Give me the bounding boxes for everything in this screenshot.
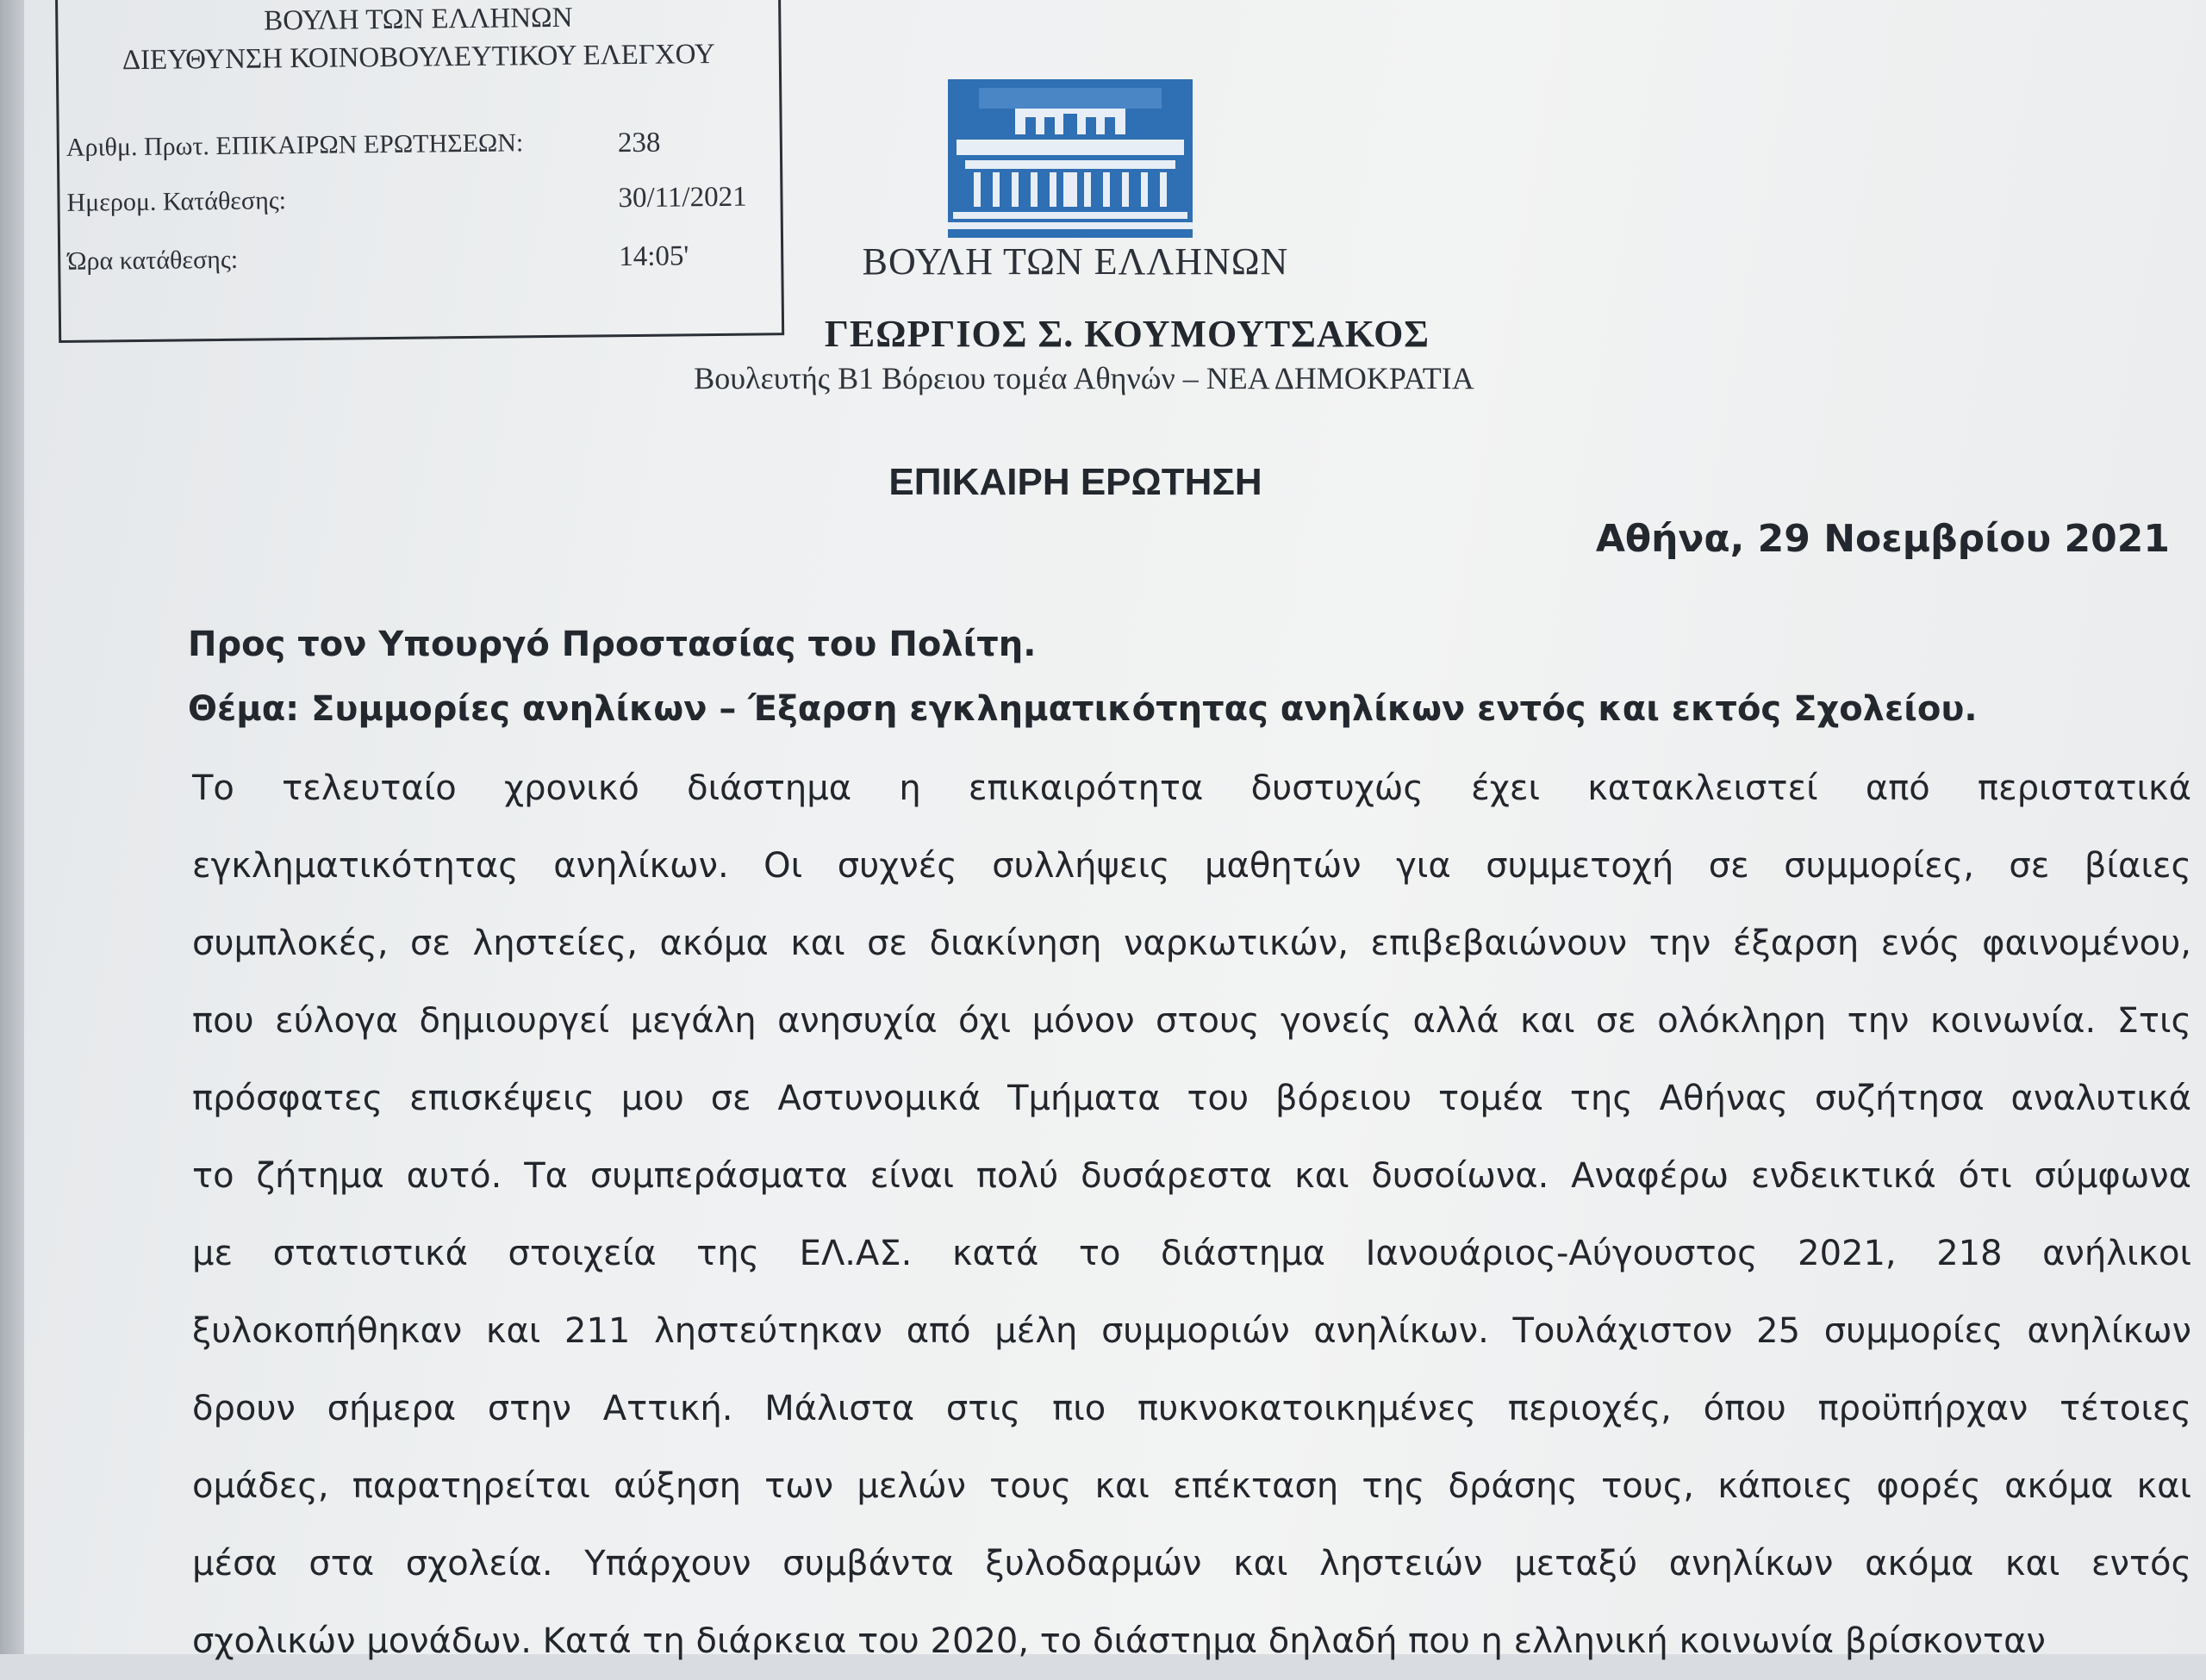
recipient-line: Προς τον Υπουργό Προστασίας του Πολίτη.: [188, 625, 1037, 664]
body-line: πρόσφατες επισκέψεις μου σε Αστυνομικά Τμήματα του βόρειου τομέα της Αθήνας συζήτησα αναλυτικά: [192, 1079, 2191, 1118]
body-line: δρουν σήμερα στην Αττική. Μάλιστα στις πιο πυκνοκατοικημένες περιοχές, όπου προϋπήρχαν τέτοιες: [192, 1389, 2191, 1428]
body-line: μέσα στα σχολεία. Υπάρχουν συμβάντα ξυλοδαρμών και ληστειών μεταξύ ανηλίκων ακόμα και εντός: [192, 1544, 2191, 1584]
author-role: Βουλευτής Β1 Βόρειου τομέα Αθηνών – ΝΕΑ ΔΗΜΟΚΡΑΤΙΑ: [694, 361, 1474, 395]
stamp-header-line1: ΒΟΥΛΗ ΤΩΝ ΕΛΛΗΝΩΝ: [264, 2, 573, 37]
body-line: ξυλοκοπήθηκαν και 211 ληστεύτηκαν από μέλη συμμοριών ανηλίκων. Τουλάχιστον 25 συμμορίες ανηλίκων: [192, 1311, 2191, 1351]
stamp-protocol-label: Αριθμ. Πρωτ. ΕΠΙΚΑΙΡΩΝ ΕΡΩΤΗΣΕΩΝ:: [65, 128, 524, 162]
body-line: εγκληματικότητας ανηλίκων. Οι συχνές συλλήψεις μαθητών για συμμετοχή σε συμμορίες, σε βίαιες: [192, 846, 2191, 886]
stamp-filing-date-value: 30/11/2021: [618, 181, 747, 215]
page-left-edge: [0, 0, 24, 1654]
body-line: με στατιστικά στοιχεία της ΕΛ.ΑΣ. κατά το διάστημα Ιανουάριος-Αύγουστος 2021, 218 ανήλικοι: [192, 1234, 2191, 1273]
body-text: [192, 750, 2191, 1680]
document-date: Αθήνα, 29 Νοεμβρίου 2021: [1595, 517, 2170, 561]
body-line: που εύλογα δημιουργεί μεγάλη ανησυχία όχι μόνον στους γονείς αλλά και σε ολόκληρη την κοινωνία. Στις: [192, 1001, 2191, 1041]
parliament-building-logo-icon: [948, 79, 1193, 238]
stamp-filing-time-value: 14:05': [619, 240, 689, 273]
body-line: το ζήτημα αυτό. Τα συμπεράσματα είναι πολύ δυσάρεστα και δυσοίωνα. Αναφέρω ενδεικτικά ότι σύμφωνα: [192, 1156, 2191, 1196]
stamp-protocol-value: 238: [617, 127, 661, 159]
subject-line: Θέμα: Συμμορίες ανηλίκων – Έξαρση εγκληματικότητας ανηλίκων εντός και εκτός Σχολείου.: [188, 689, 1978, 729]
body-line: Το τελευταίο χρονικό διάστημα η επικαιρότητα δυστυχώς έχει κατακλειστεί από περιστατικά: [192, 768, 2191, 808]
body-line: σχολικών μονάδων. Κατά τη διάρκεια του 2020, το διάστημα δηλαδή που η ελληνική κοινωνία βρίσκονταν: [192, 1621, 2046, 1661]
body-line: ομάδες, παρατηρείται αύξηση των μελών τους και επέκταση της δράσης τους, κάποιες φορές ακόμα και: [192, 1466, 2191, 1506]
stamp-filing-time-label: Ώρα κατάθεσης:: [67, 245, 239, 276]
document-page: [24, 0, 2206, 1661]
document-type-title: ΕΠΙΚΑΙΡΗ ΕΡΩΤΗΣΗ: [888, 461, 1262, 503]
body-line: συμπλοκές, σε ληστείες, ακόμα και σε διακίνηση ναρκωτικών, επιβεβαιώνουν την έξαρση ενός φαινομένου,: [192, 924, 2191, 963]
author-name: ΓΕΩΡΓΙΟΣ Σ. ΚΟΥΜΟΥΤΣΑΚΟΣ: [824, 313, 1430, 355]
stamp-header-line2: ΔΙΕΥΘΥΝΣΗ ΚΟΙΝΟΒΟΥΛΕΥΤΙΚΟΥ ΕΛΕΓΧΟΥ: [122, 38, 715, 77]
stamp-filing-date-label: Ημερομ. Κατάθεσης:: [66, 186, 287, 217]
registration-stamp: [55, 0, 784, 343]
parliament-name: ΒΟΥΛΗ ΤΩΝ ΕΛΛΗΝΩΝ: [862, 240, 1289, 283]
